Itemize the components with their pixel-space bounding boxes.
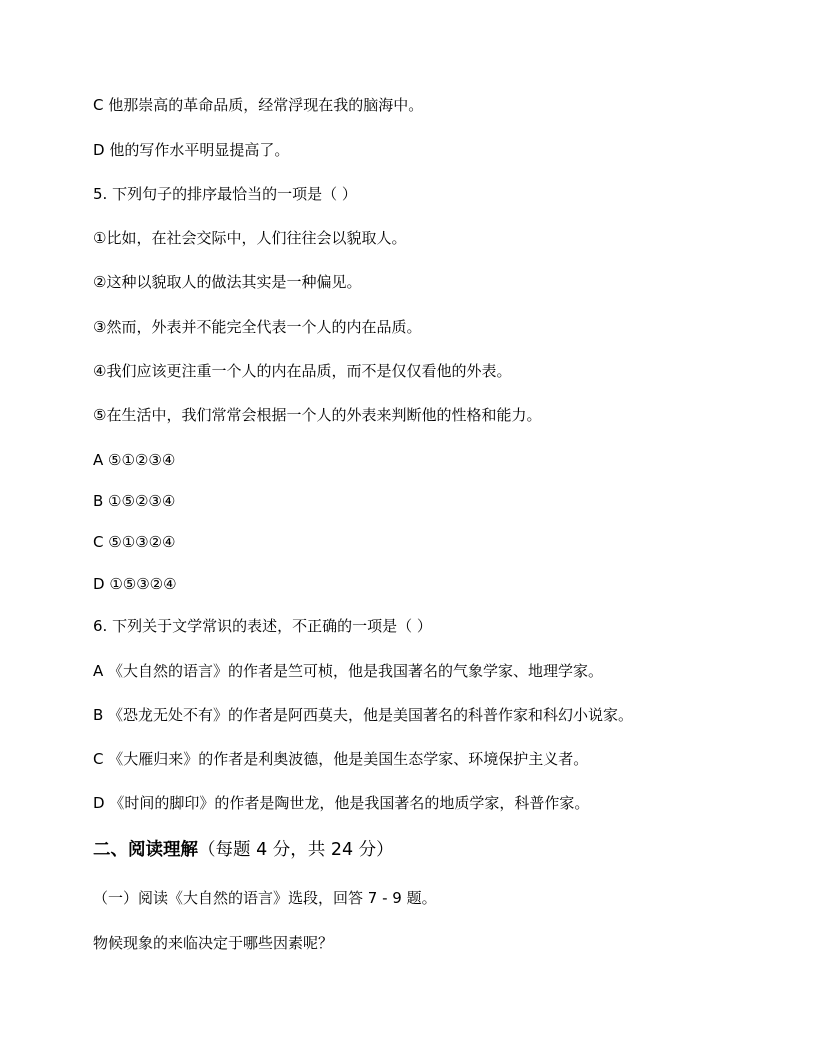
q5-sentence-4: ④我们应该更注重一个人的内在品质，而不是仅仅看他的外表。: [93, 362, 512, 380]
q6-stem: 6. 下列关于文学常识的表述，不正确的一项是（ ）: [93, 617, 432, 635]
q5-option-b: B ①⑤②③④: [93, 492, 176, 510]
reading-intro: （一）阅读《大自然的语言》选段，回答 7 - 9 题。: [93, 889, 437, 907]
q5-sentence-1: ①比如，在社会交际中，人们往往会以貌取人。: [93, 229, 407, 247]
section-score-note: （每题 4 分，共 24 分）: [198, 840, 394, 860]
q5-sentence-2: ②这种以貌取人的做法其实是一种偏见。: [93, 273, 362, 291]
section-title: 二、阅读理解: [93, 840, 198, 860]
section-heading-reading: [93, 839, 394, 861]
q5-option-c: C ⑤①③②④: [93, 533, 176, 551]
q5-option-d: D ①⑤③②④: [93, 575, 177, 593]
q6-option-a: A 《大自然的语言》的作者是竺可桢，他是我国著名的气象学家、地理学家。: [93, 662, 604, 680]
q4-option-c: C 他那崇高的革命品质，经常浮现在我的脑海中。: [93, 96, 424, 114]
q5-stem: 5. 下列句子的排序最恰当的一项是（ ）: [93, 185, 357, 203]
q5-sentence-5: ⑤在生活中，我们常常会根据一个人的外表来判断他的性格和能力。: [93, 406, 542, 424]
q6-option-b: B 《恐龙无处不有》的作者是阿西莫夫，他是美国著名的科普作家和科幻小说家。: [93, 706, 634, 724]
q4-option-d: D 他的写作水平明显提高了。: [93, 141, 290, 159]
q6-option-d: D 《时间的脚印》的作者是陶世龙，他是我国著名的地质学家，科普作家。: [93, 794, 590, 812]
reading-first-line: 物候现象的来临决定于哪些因素呢？: [93, 934, 334, 952]
q6-option-c: C 《大雁归来》的作者是利奥波德，他是美国生态学家、环境保护主义者。: [93, 750, 589, 768]
q5-sentence-3: ③然而，外表并不能完全代表一个人的内在品质。: [93, 318, 422, 336]
q5-option-a: A ⑤①②③④: [93, 451, 176, 469]
